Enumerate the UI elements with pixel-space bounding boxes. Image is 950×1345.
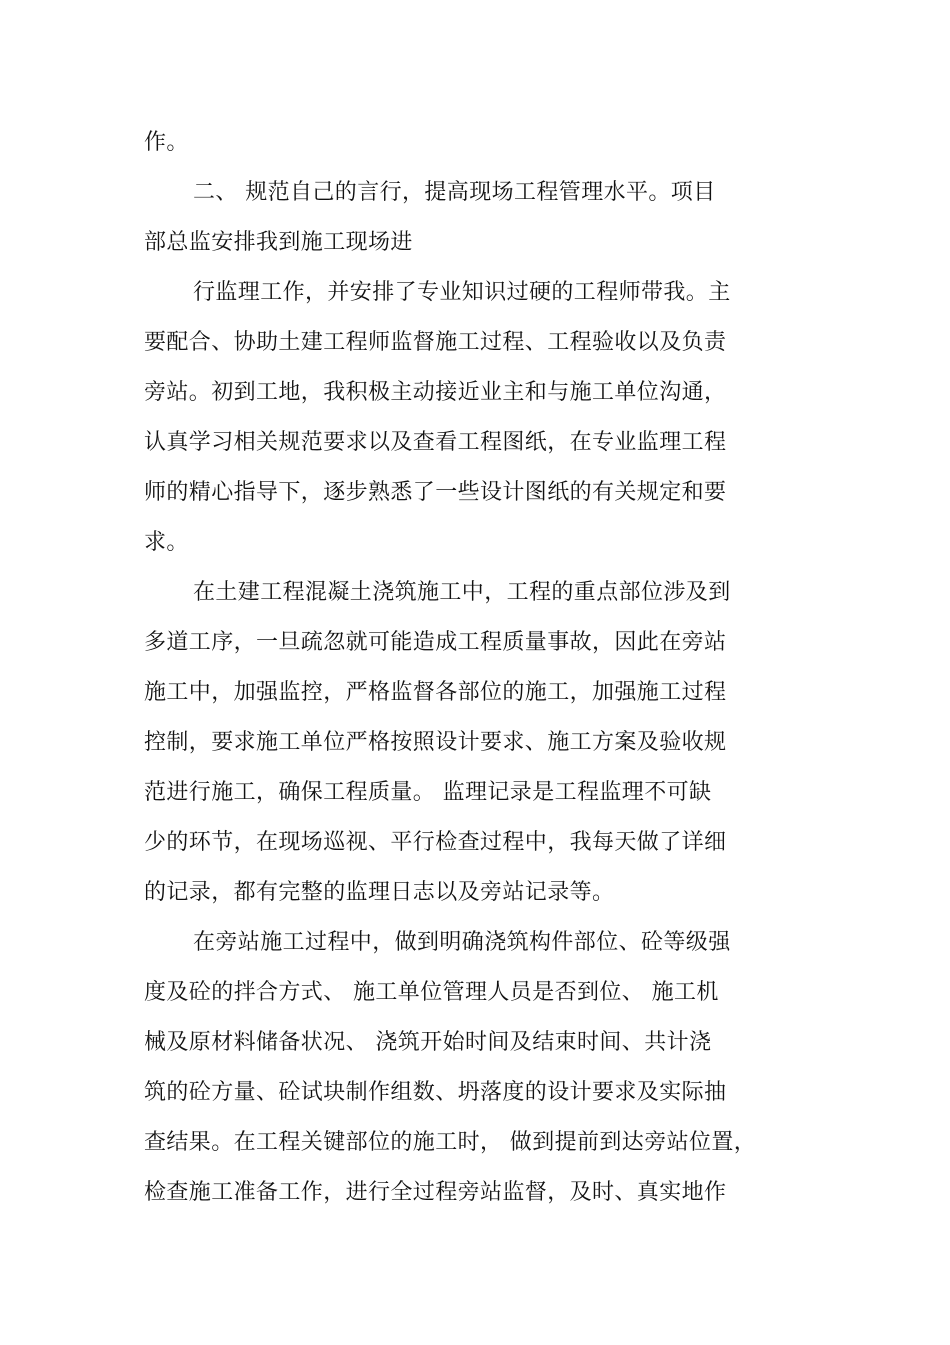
text-line: 检查施工准备工作，进行全过程旁站监督，及时、真实地作 <box>144 1180 727 1205</box>
text-line: 少的环节，在现场巡视、平行检查过程中，我每天做了详细 <box>144 830 727 855</box>
text-line: 多道工序，一旦疏忽就可能造成工程质量事故，因此在旁站 <box>144 630 727 655</box>
text-line: 械及原材料储备状况、 浇筑开始时间及结束时间、共计浇 <box>144 1030 712 1055</box>
text-line: 在土建工程混凝土浇筑施工中，工程的重点部位涉及到 <box>193 580 731 605</box>
text-line: 范进行施工，确保工程质量。 监理记录是工程监理不可缺 <box>144 780 712 805</box>
text-line: 在旁站施工过程中，做到明确浇筑构件部位、砼等级强 <box>193 930 731 955</box>
text-line: 控制，要求施工单位严格按照设计要求、施工方案及验收规 <box>144 730 727 755</box>
text-line: 要配合、协助土建工程师监督施工过程、工程验收以及负责 <box>144 330 727 355</box>
text-line: 查结果。在工程关键部位的施工时， 做到提前到达旁站位置， <box>144 1130 757 1155</box>
text-line: 行监理工作，并安排了专业知识过硬的工程师带我。主 <box>193 280 731 305</box>
text-line: 求。 <box>144 530 189 555</box>
text-line: 部总监安排我到施工现场进 <box>144 230 413 255</box>
text-line: 施工中，加强监控，严格监督各部位的施工，加强施工过程 <box>144 680 727 705</box>
section-heading: 二、 规范自己的言行，提高现场工程管理水平。项目 <box>193 180 716 205</box>
text-line: 作。 <box>144 130 189 155</box>
text-line: 的记录，都有完整的监理日志以及旁站记录等。 <box>144 880 615 905</box>
text-line: 认真学习相关规范要求以及查看工程图纸，在专业监理工程 <box>144 430 727 455</box>
text-line: 筑的砼方量、砼试块制作组数、坍落度的设计要求及实际抽 <box>144 1080 727 1105</box>
text-line: 度及砼的拌合方式、 施工单位管理人员是否到位、 施工机 <box>144 980 719 1005</box>
text-line: 师的精心指导下，逐步熟悉了一些设计图纸的有关规定和要 <box>144 480 727 505</box>
text-line: 旁站。初到工地，我积极主动接近业主和与施工单位沟通， <box>144 380 727 405</box>
